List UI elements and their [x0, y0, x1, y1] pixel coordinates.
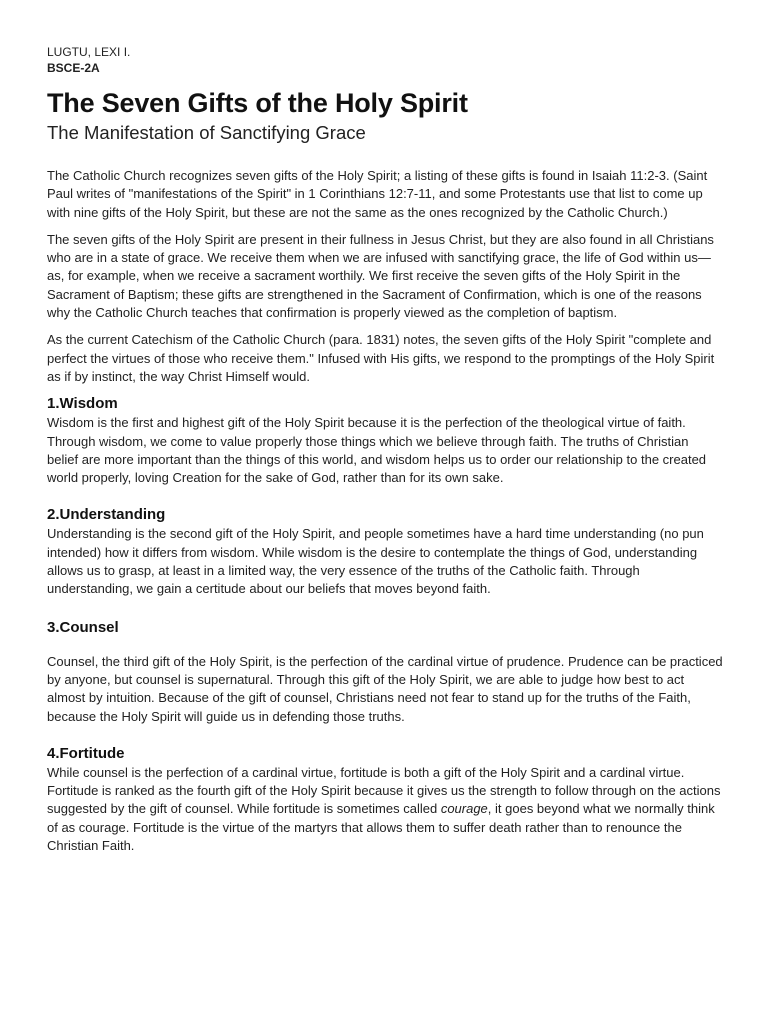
section-body-fortitude	[47, 764, 723, 855]
fortitude-text-emphasis: courage	[440, 801, 488, 817]
fortitude-text-before: While counsel is the perfection of a cardinal virtue, fortitude is both a gift of the Holy Spirit and a cardinal virtue. Fortitude is ranked as the fourth gift of the Holy Spirit because it gives us the strength to follow through on the actions suggested by the gift of counsel. While fortitude is sometimes called	[47, 764, 721, 817]
section-body-wisdom: Wisdom is the first and highest gift of the Holy Spirit because it is the perfection of the theological virtue of faith. Through wisdom, we come to value properly those things which we believe through faith. The truths of Christian belief are more important than the things of this world, and wisdom helps us to order our relationship to the created world properly, loving Creation for the sake of God, rather than for its own sake.	[47, 415, 707, 486]
section-heading-wisdom: 1.Wisdom	[47, 395, 118, 413]
section-body-understanding: Understanding is the second gift of the Holy Spirit, and people sometimes have a hard time understanding (no pun intended) how it differs from wisdom. While wisdom is the desire to contemplate the things of God, understanding allows us to grasp, at least in a limited way, the very essence of the truths of the Catholic faith. Through understanding, we gain a certitude about our beliefs that moves beyond faith.	[47, 526, 704, 597]
document-subtitle: The Manifestation of Sanctifying Grace	[47, 122, 366, 143]
author-name: LUGTU, LEXI I.	[47, 45, 131, 59]
document-page	[47, 44, 723, 855]
author-section: BSCE-2A	[47, 61, 100, 75]
document-title: The Seven Gifts of the Holy Spirit	[47, 88, 468, 118]
section-heading-understanding: 2.Understanding	[47, 506, 166, 524]
intro-paragraph-3: As the current Catechism of the Catholic Church (para. 1831) notes, the seven gifts of the Holy Spirit "complete and perfect the virtues of those who receive them." Infused with His gifts, we respond to the promptings of the Holy Spirit as if by instinct, the way Christ Himself would.	[47, 332, 715, 384]
section-body-counsel: Counsel, the third gift of the Holy Spirit, is the perfection of the cardinal virtue of prudence. Prudence can be practiced by anyone, but counsel is supernatural. Through this gift of the Holy Spirit, we are able to judge how best to act almost by intuition. Because of the gift of counsel, Christians need not fear to stand up for the truths of the Faith, because the Holy Spirit will guide us in defending those truths.	[47, 653, 723, 724]
intro-paragraph-2: The seven gifts of the Holy Spirit are present in their fullness in Jesus Christ, but they are also found in all Christians who are in a state of grace. We receive them when we are infused with sanctifying grace, the life of God within us—as, for example, when we receive a sacrament worthily. We first receive the seven gifts of the Holy Spirit in the Sacrament of Baptism; these gifts are strengthened in the Sacrament of Confirmation, which is one of the reasons why the Catholic Church teaches that confirmation is properly viewed as the completion of baptism.	[47, 231, 714, 321]
section-heading-fortitude: 4.Fortitude	[47, 744, 125, 762]
fortitude-text-after: , it goes beyond what we normally think of as courage. Fortitude is the virtue of the martyrs that allows them to suffer death rather than to renounce the Christian Faith.	[47, 801, 715, 854]
intro-paragraph-1: The Catholic Church recognizes seven gifts of the Holy Spirit; a listing of these gifts is found in Isaiah 11:2-3. (Saint Paul writes of "manifestations of the Spirit" in 1 Corinthians 12:7-11, and some Protestants use that list to come up with nine gifts of the Holy Spirit, but these are not the same as the ones recognized by the Catholic Church.)	[47, 168, 708, 220]
section-heading-counsel: 3.Counsel	[47, 618, 119, 636]
